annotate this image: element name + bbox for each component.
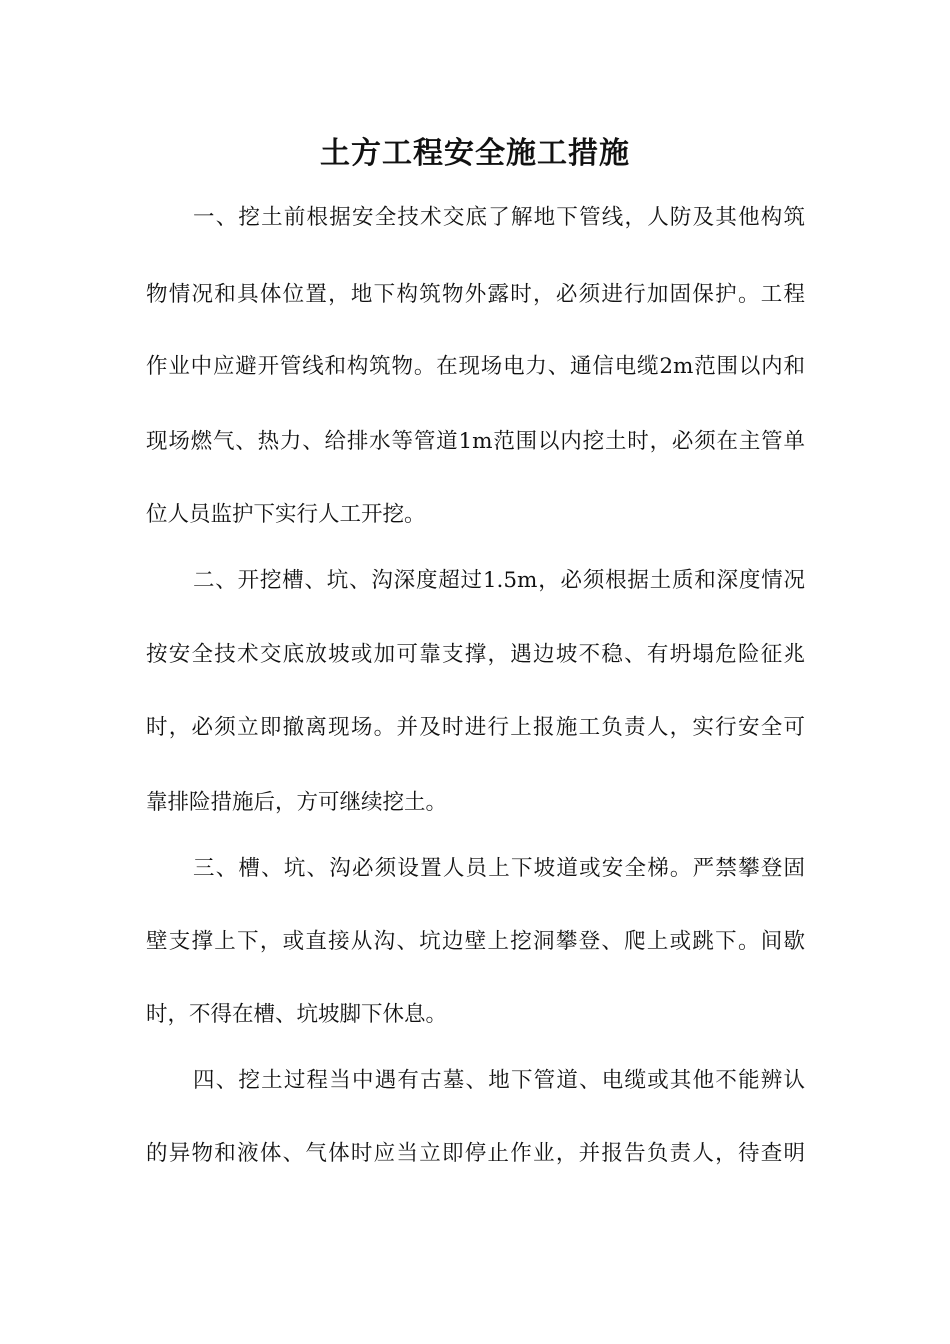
paragraph-4-line-2: 的异物和液体、气体时应当立即停止作业，并报告负责人，待查明 [146,1141,805,1166]
paragraph-2-line-1: 二、开挖槽、坑、沟深度超过1.5m，必须根据土质和深度情况 [193,568,805,593]
document-title: 土方工程安全施工措施 [320,136,630,171]
paragraph-1-line-2: 物情况和具体位置，地下构筑物外露时，必须进行加固保护。工程 [146,282,805,307]
paragraph-1-line-3: 作业中应避开管线和构筑物。在现场电力、通信电缆2m范围以内和 [146,354,805,379]
paragraph-1-line-1: 一、挖土前根据安全技术交底了解地下管线，人防及其他构筑 [193,205,805,230]
paragraph-3-line-2: 壁支撑上下，或直接从沟、坑边壁上挖洞攀登、爬上或跳下。间歇 [146,929,805,954]
paragraph-3-line-1: 三、槽、坑、沟必须设置人员上下坡道或安全梯。严禁攀登固 [193,856,805,881]
paragraph-2-line-2: 按安全技术交底放坡或加可靠支撑，遇边坡不稳、有坍塌危险征兆 [146,642,805,667]
paragraph-2-line-3: 时，必须立即撤离现场。并及时进行上报施工负责人，实行安全可 [146,715,805,740]
paragraph-1-line-4: 现场燃气、热力、给排水等管道1m范围以内挖土时，必须在主管单 [146,429,805,454]
paragraph-4-line-1: 四、挖土过程当中遇有古墓、地下管道、电缆或其他不能辨认 [193,1068,805,1093]
paragraph-2-line-4: 靠排险措施后，方可继续挖土。 [146,790,448,815]
paragraph-1-line-5: 位人员监护下实行人工开挖。 [146,502,426,527]
paragraph-3-line-3: 时，不得在槽、坑坡脚下休息。 [146,1002,448,1027]
